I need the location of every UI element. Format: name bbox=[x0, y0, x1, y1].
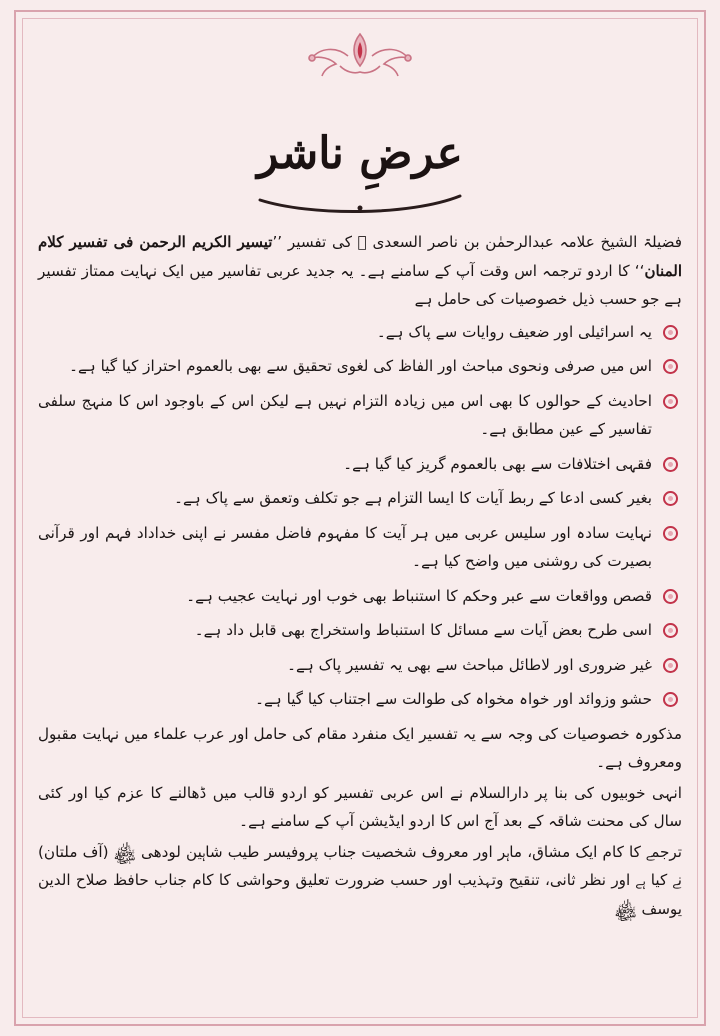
list-item: حشو وزوائد اور خواہ مخواہ کی طوالت سے اجتناب کیا گیا ہے۔ bbox=[38, 685, 682, 714]
bullet-circle-icon bbox=[663, 394, 678, 409]
floral-ornament-icon bbox=[300, 26, 420, 82]
list-item: اسی طرح بعض آیات سے مسائل کا استنباط واستخراج بھی قابل داد ہے۔ bbox=[38, 616, 682, 645]
bullet-circle-icon bbox=[663, 359, 678, 374]
list-item: فقہی اختلافات سے بھی بالعموم گریز کیا گیا ہے۔ bbox=[38, 450, 682, 479]
title-swash-icon bbox=[250, 182, 470, 216]
bullet-circle-icon bbox=[663, 589, 678, 604]
list-item: احادیث کے حوالوں کا بھی اس میں زیادہ التزام نہیں ہے لیکن اس کے باوجود اس کا منہج سلفی تفاسیر کے عین مطابق ہے۔ bbox=[38, 387, 682, 444]
list-item: اس میں صرفی ونحوی مباحث اور الفاظ کی لغوی تحقیق سے بھی بالعموم احتراز کیا گیا ہے۔ bbox=[38, 352, 682, 381]
list-item: یہ اسرائیلی اور ضعیف روایات سے پاک ہے۔ bbox=[38, 318, 682, 347]
list-item: غیر ضروری اور لاطائل مباحث سے بھی یہ تفسیر پاک ہے۔ bbox=[38, 651, 682, 680]
page-title: عرضِ ناشر bbox=[257, 128, 463, 179]
list-item: نہایت سادہ اور سلیس عربی میں ہر آیت کا مفہوم فاضل مفسر نے اپنی خداداد فہم اور قرآنی بصیرت کی روشنی میں واضح کیا ہے۔ bbox=[38, 519, 682, 576]
bullet-circle-icon bbox=[663, 526, 678, 541]
intro-paragraph bbox=[38, 228, 682, 314]
book-name: تیسیر الکریم الرحمن فی تفسیر کلام المنان bbox=[38, 233, 682, 280]
bullet-circle-icon bbox=[663, 325, 678, 340]
closing-paragraph-2: انہی خوبیوں کی بنا پر دارالسلام نے اس عربی تفسیر کو اردو قالب میں ڈھالنے کا عزم کیا اور کئی سال کی محنت شاقہ کے بعد آج اس کا اردو ایڈیشن آپ کے سامنے ہے۔ bbox=[38, 783, 682, 830]
list-item: قصص وواقعات سے عبر وحکم کا استنباط بھی خوب اور نہایت عجیب ہے۔ bbox=[38, 582, 682, 611]
list-item: بغیر کسی ادعا کے ربط آیات کا ایسا التزام ہے جو تکلف وتعمق سے پاک ہے۔ bbox=[38, 484, 682, 513]
features-list bbox=[38, 318, 682, 714]
intro-rest: ‘‘ کا اردو ترجمہ اس وقت آپ کے سامنے ہے۔ یہ جدید عربی تفاسیر میں ایک نہایت ممتاز تفسیر ہے جو حسب ذیل خصوصیات کی حامل ہے bbox=[38, 261, 682, 308]
bullet-circle-icon bbox=[663, 491, 678, 506]
closing-paragraph-3: ترجمے کا کام ایک مشاق، ماہر اور معروف شخصیت جناب پروفیسر طیب شاہین لودھی ﷾ (آف ملتان) نے کیا ہے اور نظر ثانی، تنقیح وتہذیب اور حسب ضرورت تعلیق وحواشی کا کام جناب حافظ صلاح الدین یوسف ﷾ bbox=[38, 842, 682, 918]
intro-lead: فضیلۃ الشیخ علامہ عبدالرحمٰن بن ناصر السعدی ﷫ کی تفسیر ’’ bbox=[272, 233, 683, 251]
bullet-circle-icon bbox=[663, 623, 678, 638]
bullet-circle-icon bbox=[663, 457, 678, 472]
article-body bbox=[38, 228, 682, 923]
bullet-circle-icon bbox=[663, 658, 678, 673]
closing-paragraph-1: مذکورہ خصوصیات کی وجہ سے یہ تفسیر ایک منفرد مقام کی حامل اور عرب علماء میں نہایت مقبول ومعروف ہے۔ bbox=[38, 724, 682, 771]
bullet-circle-icon bbox=[663, 692, 678, 707]
